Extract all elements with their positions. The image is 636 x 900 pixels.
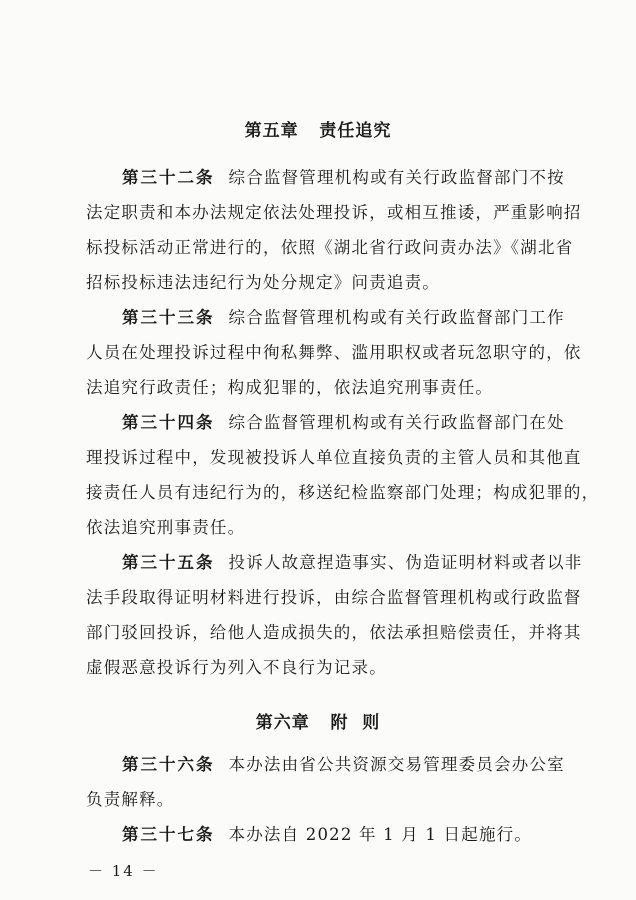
article-35-line-4: 虚假恶意投诉行为列入不良行为记录。: [86, 658, 387, 677]
article-37-line-1: 第三十七条 本办法自 2022 年 1 月 1 日起施行。: [122, 825, 533, 844]
article-32-line-2: 法定职责和本办法规定依法处理投诉，或相互推诿，严重影响招: [86, 203, 582, 222]
article-33-line-2: 人员在处理投诉过程中徇私舞弊、滥用职权或者玩忽职守的，依: [86, 343, 582, 362]
article-36-line-1: 第三十六条 本办法由省公共资源交易管理委员会办公室: [122, 755, 565, 774]
article-36-label: 第三十六条: [122, 755, 215, 774]
article-37-label: 第三十七条: [122, 825, 215, 844]
article-32-label: 第三十二条: [122, 168, 215, 187]
chapter-6-heading: 第六章 附 则: [255, 713, 381, 733]
chapter-5-heading: 第五章 责任追究: [244, 121, 392, 141]
article-33-line-1: 第三十三条 综合监督管理机构或有关行政监督部门工作: [122, 308, 565, 327]
page-number: － 14 －: [88, 862, 159, 880]
article-34-line-3: 接责任人员有违纪行为的，移送纪检监察部门处理；构成犯罪的，: [86, 483, 600, 502]
article-35-line-2: 法手段取得证明材料进行投诉，由综合监督管理机构或行政监督: [86, 588, 582, 607]
article-34-label: 第三十四条: [122, 413, 215, 432]
article-32-line-3: 标投标活动正常进行的，依照《湖北省行政问责办法》《湖北省: [86, 238, 574, 257]
article-35-label: 第三十五条: [122, 553, 215, 572]
article-35-line-3: 部门驳回投诉，给他人造成损失的，依法承担赔偿责任，并将其: [86, 623, 582, 642]
article-34-line-2: 理投诉过程中，发现被投诉人单位直接负责的主管人员和其他直: [86, 448, 582, 467]
article-35-line-1: 第三十五条 投诉人故意捏造事实、伪造证明材料或者以非: [122, 553, 583, 572]
article-34-line-4: 依法追究刑事责任。: [86, 518, 246, 537]
article-33-label: 第三十三条: [122, 308, 215, 327]
article-32-line-1: 第三十二条 综合监督管理机构或有关行政监督部门不按: [122, 168, 565, 187]
article-34-line-1: 第三十四条 综合监督管理机构或有关行政监督部门在处: [122, 413, 565, 432]
article-33-line-3: 法追究行政责任；构成犯罪的，依法追究刑事责任。: [86, 378, 494, 397]
article-36-line-2: 负责解释。: [86, 790, 175, 809]
article-32-line-4: 招标投标违法违纪行为处分规定》问责追责。: [86, 273, 440, 292]
